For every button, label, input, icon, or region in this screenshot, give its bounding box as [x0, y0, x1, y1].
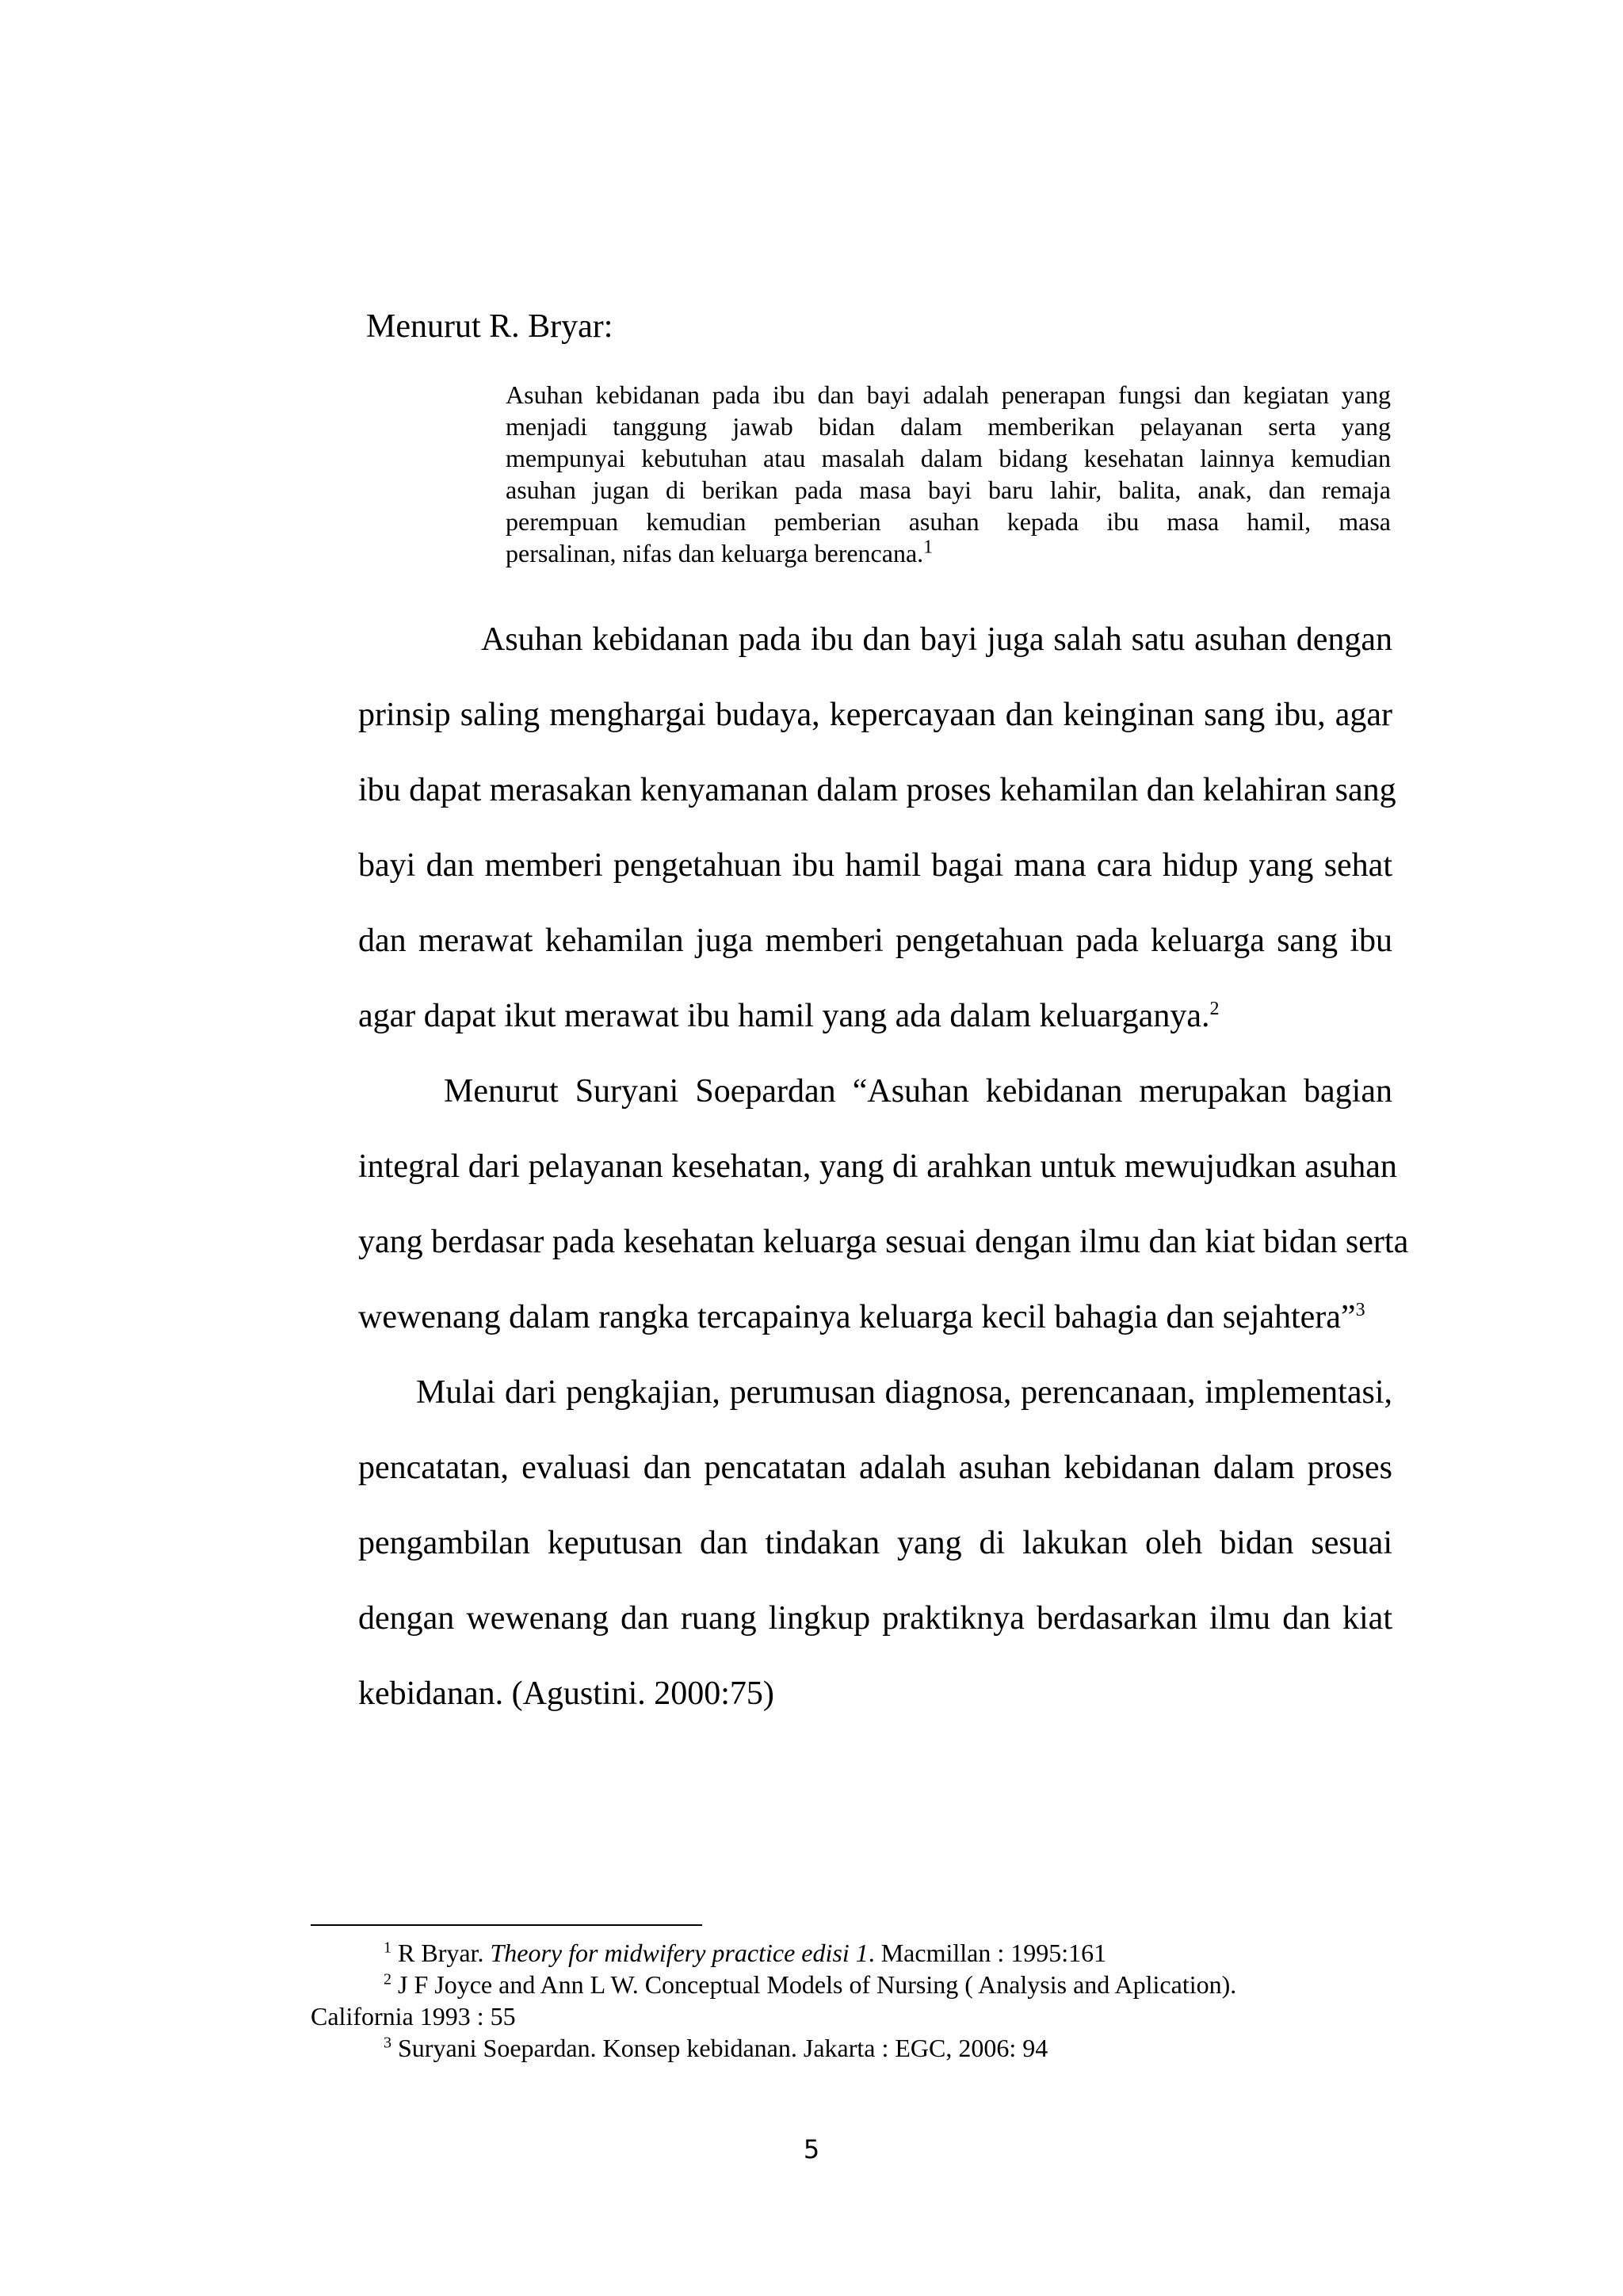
- footnote-3: [311, 2032, 1388, 2064]
- block-quote-line: mempunyai kebutuhan atau masalah dalam bidang kesehatan lainnya kemudian: [506, 444, 1391, 472]
- paragraph: [358, 1054, 1409, 1355]
- footnote-separator: [311, 1924, 702, 1926]
- footnote-text: Suryani Soepardan. Konsep kebidanan. Jakarta : EGC, 2006: 94: [398, 2034, 1048, 2062]
- footnote-2-continuation: California 1993 : 55: [311, 2002, 516, 2030]
- paragraph-line: prinsip saling menghargai budaya, kepercayaan dan keinginan sang ibu, agar: [358, 697, 1392, 733]
- footnotes: [311, 1937, 1388, 2064]
- paragraph-line: ibu dapat merasakan kenyamanan dalam proses kehamilan dan kelahiran sang: [358, 772, 1396, 808]
- footnote-1: [311, 1937, 1388, 1969]
- intro-heading: Menurut R. Bryar:: [366, 308, 613, 345]
- footnote-rest: . Macmillan : 1995:161: [868, 1939, 1107, 1967]
- block-quote-line: asuhan jugan di berikan pada masa bayi baru lahir, balita, anak, dan remaja: [506, 476, 1391, 504]
- footnote-ref[interactable]: 2: [1209, 999, 1220, 1019]
- footnote-number: 1: [384, 1939, 391, 1957]
- paragraph-line-text: agar dapat ikut merawat ibu hamil yang ada dalam keluarganya.: [358, 998, 1210, 1034]
- paragraph-line: [358, 979, 1392, 1054]
- footnote-text: J F Joyce and Ann L W. Conceptual Models of Nursing ( Analysis and Aplication).: [398, 1970, 1237, 1999]
- block-quote-line: perempuan kemudian pemberian asuhan kepada ibu masa hamil, masa: [506, 507, 1391, 536]
- paragraph-line: dan merawat kehamilan juga memberi pengetahuan pada keluarga sang ibu: [358, 923, 1392, 959]
- paragraph-line: Asuhan kebidanan pada ibu dan bayi juga salah satu asuhan dengan: [481, 621, 1392, 658]
- paragraph-line: integral dari pelayanan kesehatan, yang di arahkan untuk mewujudkan asuhan: [358, 1148, 1397, 1185]
- paragraph-line-text: wewenang dalam rangka tercapainya keluarga kecil bahagia dan sejahtera”: [358, 1299, 1356, 1335]
- footnote-2: [311, 1969, 1388, 2000]
- paragraph-line: bayi dan memberi pengetahuan ibu hamil bagai mana cara hidup yang sehat: [358, 847, 1392, 884]
- paragraph-line: dengan wewenang dan ruang lingkup praktiknya berdasarkan ilmu dan kiat: [358, 1600, 1392, 1637]
- footnote-ref[interactable]: 1: [923, 537, 934, 558]
- footnote-number: 3: [384, 2034, 391, 2052]
- footnote-ref[interactable]: 3: [1355, 1300, 1365, 1320]
- page-number: 5: [803, 2134, 820, 2164]
- paragraph-line: yang berdasar pada kesehatan keluarga sesuai dengan ilmu dan kiat bidan serta: [358, 1224, 1409, 1260]
- footnote-author: R Bryar.: [398, 1939, 491, 1967]
- paragraph-line: Menurut Suryani Soepardan “Asuhan kebidanan merupakan bagian: [444, 1073, 1392, 1110]
- paragraph: [358, 1355, 1392, 1732]
- block-quote: [506, 379, 1391, 569]
- footnote-number: 2: [384, 1970, 391, 1988]
- block-quote-line-text: persalinan, nifas dan keluarga berencana.: [506, 539, 924, 567]
- block-quote-line: Asuhan kebidanan pada ibu dan bayi adalah penerapan fungsi dan kegiatan yang: [506, 380, 1391, 409]
- paragraph-line: Mulai dari pengkajian, perumusan diagnosa, perencanaan, implementasi,: [416, 1374, 1392, 1411]
- paragraph-line: kebidanan. (Agustini. 2000:75): [358, 1675, 774, 1712]
- paragraph-line: [358, 1280, 1392, 1355]
- block-quote-line: [506, 537, 1391, 569]
- paragraph-line: pengambilan keputusan dan tindakan yang di lakukan oleh bidan sesuai: [358, 1525, 1392, 1561]
- block-quote-line: menjadi tanggung jawab bidan dalam memberikan pelayanan serta yang: [506, 412, 1391, 441]
- paragraph-line: pencatatan, evaluasi dan pencatatan adalah asuhan kebidanan dalam proses: [358, 1450, 1392, 1486]
- paragraph: [358, 602, 1396, 1054]
- footnote-title: Theory for midwifery practice edisi 1: [490, 1939, 869, 1967]
